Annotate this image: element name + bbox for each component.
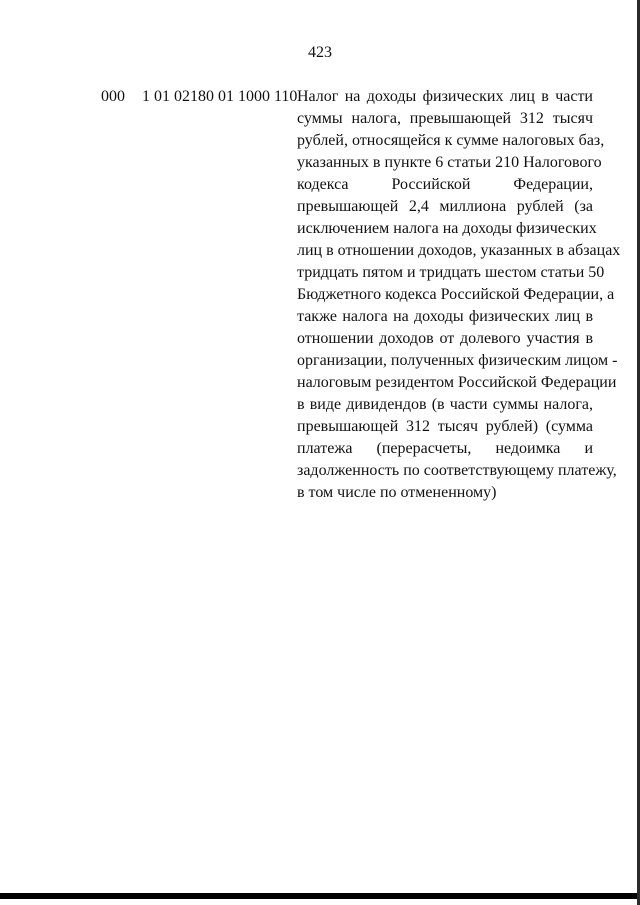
description-line: платежа (перерасчеты, недоимка и (297, 440, 593, 457)
description-line: организации, полученных физическим лицом - (297, 352, 618, 369)
description-line: исключением налога на доходы физических (297, 220, 597, 237)
description-line: лиц в отношении доходов, указанных в абзацах (297, 242, 621, 259)
description-line: превышающей 2,4 миллиона рублей (за (297, 198, 593, 215)
description-line: в виде дивидендов (в части суммы налога, (297, 396, 593, 413)
description-line: кодекса Российской Федерации, (297, 176, 593, 193)
description-line: также налога на доходы физических лиц в (297, 308, 593, 325)
income-description (297, 86, 621, 504)
page-number: 423 (308, 44, 332, 61)
description-line: рублей, относящейся к сумме налоговых баз, (297, 132, 605, 149)
scan-bottom-border (0, 893, 640, 899)
description-line: суммы налога, превышающей 312 тысяч (297, 110, 593, 127)
administrator-code: 000 (101, 88, 125, 105)
description-line: тридцать пятом и тридцать шестом статьи 50 (297, 264, 605, 281)
description-line: отношении доходов от долевого участия в (297, 330, 593, 347)
description-line: указанных в пункте 6 статьи 210 Налогового (297, 154, 602, 171)
budget-classification-code: 1 01 02180 01 1000 110 (142, 88, 298, 105)
description-line: превышающей 312 тысяч рублей) (сумма (297, 418, 593, 435)
description-line: в том числе по отмененному) (297, 484, 497, 501)
budget-classification-row (0, 86, 640, 501)
description-line: задолженность по соответствующему платежу, (297, 462, 617, 479)
description-line: Налог на доходы физических лиц в части (297, 88, 593, 105)
description-line: Бюджетного кодекса Российской Федерации, а (297, 286, 615, 303)
description-line: налоговым резидентом Российской Федерации (297, 374, 617, 391)
